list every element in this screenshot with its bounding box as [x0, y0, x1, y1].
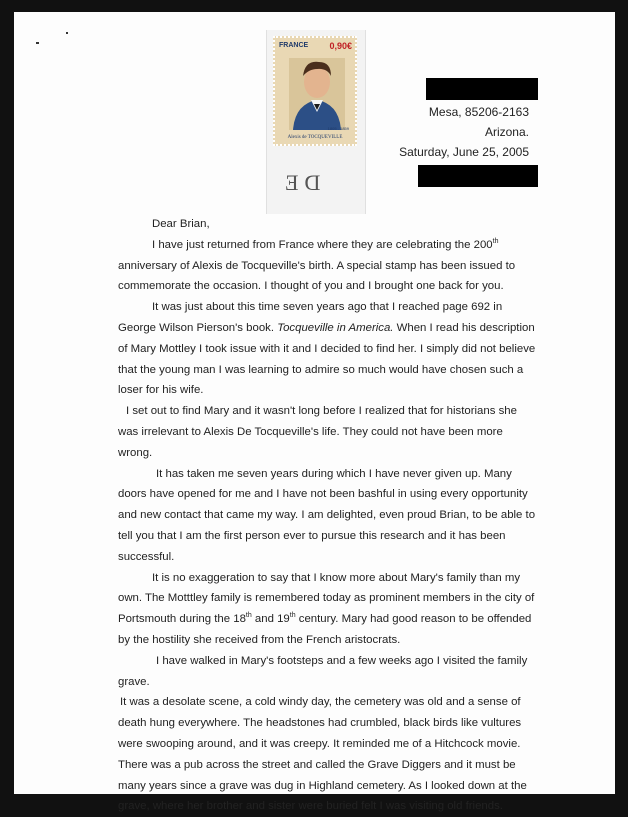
salutation: Dear Brian,	[152, 218, 210, 230]
address-city: Mesa, 85206-2163	[428, 105, 529, 119]
stamp-dates: 1805 - 1859	[327, 126, 349, 131]
paragraph: I have just returned from France where they are celebrating the 200th anniversary of Alexis de Tocqueville's birth. A special stamp has been issued to commemorate the occasion. I thought of you and I brought one back for you.	[118, 238, 516, 293]
stamp-country: FRANCE	[279, 42, 309, 49]
letter-body	[118, 214, 538, 817]
address-state: Arizona.	[484, 125, 529, 139]
redaction-bar	[418, 165, 538, 187]
speck-mark	[36, 42, 39, 44]
paragraph: It has taken me seven years during which I have never given up. Many doors have opened for me and I have not been bashful in using every opportunity and new contact that came my way. I am delighted, even proud Brian, to be able to tell you that I am the first person ever to pursue this research and it has been successful.	[118, 467, 536, 563]
stamp-face	[273, 36, 357, 146]
paragraph: It is no exaggeration to say that I know more about Mary's family than my own. The Motttley family is remembered today as prominent members in the city of Portsmouth during the 18th and 19th century. Mary had good reason to be offended by the hostility she received from the French aristocrats.	[118, 571, 535, 646]
paragraph: I have walked in Mary's footsteps and a few weeks ago I visited the family grave.	[118, 654, 528, 688]
stamp-value: 0,90€	[329, 41, 352, 51]
letter-page	[14, 12, 615, 813]
redaction-bar	[426, 78, 538, 100]
paragraph: It was just about this time seven years ago that I reached page 692 in George Wilson Pierson's book. Tocqueville in America. When I read his description of Mary Mottley I took issue with it and I decided to find her. I simply did not believe that the young man I was learning to admire so much would have chosen such a loser for his wife.	[118, 301, 536, 397]
speck-mark	[66, 32, 68, 34]
letter-date: Saturday, June 25, 2005	[399, 145, 529, 159]
stamp-name: Alexis de TOCQUEVILLE	[287, 135, 343, 140]
paragraph: I set out to find Mary and it wasn't long before I realized that for historians she was irrelevant to Alexis De Tocqueville's life. They could not have been more wrong.	[118, 405, 517, 459]
paragraph: It was a desolate scene, a cold windy day, the cemetery was old and a sense of death hung everywhere. The headstones had crumbled, black birds like vultures were swooping around, and it was creepy. It reminded me of a Hitchcock movie. There was a pub across the street and called the Grave Diggers and it must be many years since a grave was dug in Highland cemetery. As I looked down at the grave, where her brother and sister were buried felt I was visiting old friends.	[118, 696, 527, 813]
book-title: Tocqueville in America.	[277, 321, 394, 334]
stamp-margin-print: DE	[279, 170, 321, 195]
postage-stamp	[266, 30, 366, 214]
